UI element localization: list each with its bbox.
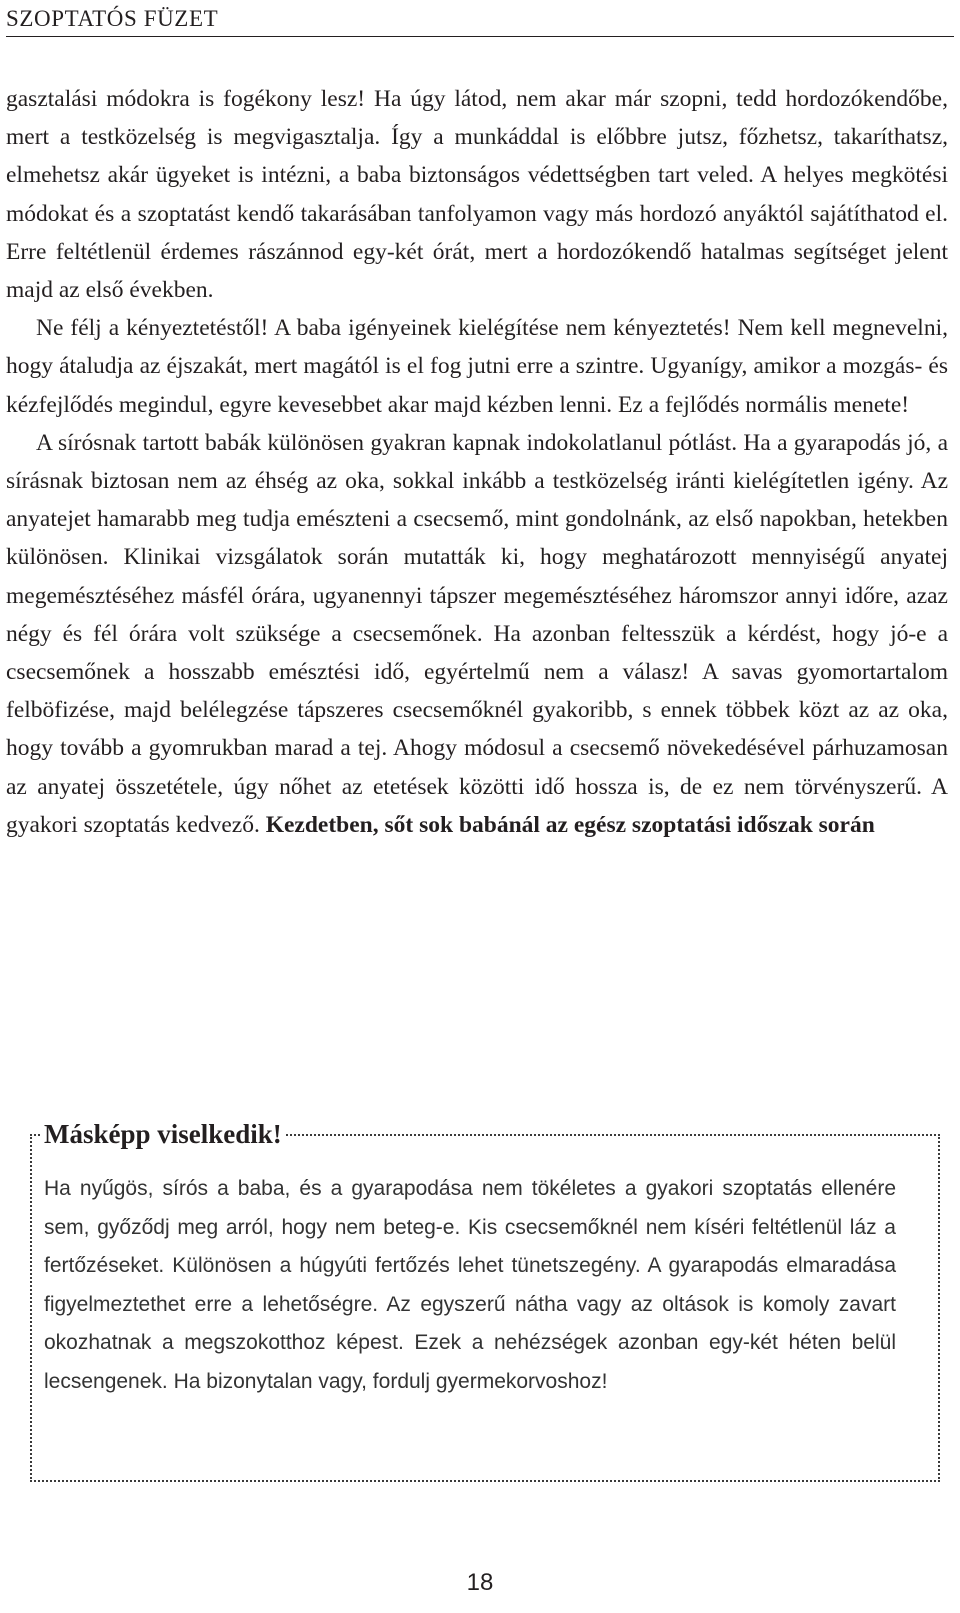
bold-continuation: Kezdetben, sőt sok babánál az egész szoptatási időszak során (265, 811, 875, 838)
paragraph-3-text: A sírósnak tartott babák különösen gyakran kapnak indokolatlanul pótlást. Ha a gyarapodás jó, a sírásnak biztosan nem az éhség az oka, sokkal inkább a testközelség iránti kielégítetlen igény. Az anyatejet hamarabb meg tudja emészteni a csecsemő, mint gondolnánk, az első napokban, hetekben különösen. Klinikai vizsgálatok során mutatták ki, hogy meghatározott mennyiségű anyatej megemésztéséhez másfél órára, ugyanennyi tápszer megemésztéséhez háromszor annyi időre, azaz négy és fél órára volt szüksége a csecsemőnek. Ha azonban feltesszük a kérdést, hogy jó-e a csecsemőnek a hosszabb emésztési idő, egyértelmű nem a válasz! A savas gyomortartalom felböfizése, majd belélegzése tápszeres csecsemőknél gyakoribb, s ennek többek közt az az oka, hogy tovább a gyomrukban marad a tej. Ahogy módosul a csecsemő növekedésével párhuzamosan az anyatej összetétele, úgy nőhet az etetések közötti idő hossza is, de ez nem törvényszerű. A gyakori szoptatás kedvező. (6, 429, 948, 838)
info-box-text: Ha nyűgös, sírós a baba, és a gyarapodása nem tökéletes a gyakori szoptatás ellenére sem, győződj meg arról, hogy nem beteg-e. Kis csecsemőknél nem kíséri feltétlenül láz a fertőzéseket. Különösen a húgyúti fertőzés lehet tünetszegény. A gyarapodás elmaradása figyelmeztethet erre a lehetőségre. Az egyszerű nátha vagy az oltások is komoly zavart okozhatnak a megszokotthoz képest. Ezek a nehézségek azonban egy-két héten belül lecsengenek. Ha bizonytalan vagy, fordulj gyermekorvoshoz! (44, 1177, 896, 1393)
page-number: 18 (466, 1569, 494, 1596)
info-box-title: Másképp viselkedik! (40, 1114, 286, 1154)
paragraph-3 (6, 424, 948, 844)
main-text (6, 80, 948, 844)
running-header (6, 4, 954, 37)
header-title: SZOPTATÓS FÜZET (6, 6, 219, 31)
paragraph-2: Ne félj a kényeztetéstől! A baba igényeinek kielégítése nem kényeztetés! Nem kell megnevelni, hogy átaludja az éjszakát, mert magától is el fog jutni erre a szintre. Ugyanígy, amikor a mozgás- és kézfejlődés megindul, egyre kevesebbet akar majd kézben lenni. Ez a fejlődés normális menete! (6, 315, 948, 418)
paragraph-1: gasztalási módokra is fogékony lesz! Ha úgy látod, nem akar már szopni, tedd hordozókendőbe, mert a testközelség is megvigasztalja. Így a munkáddal is előbbre jutsz, főzhetsz, takaríthatsz, elmehetsz akár ügyeket is intézni, a baba biztonságos védettségben tart veled. A helyes megkötési módokat és a szoptatást kendő takarásában tanfolyamon vagy más hordozó anyáktól sajátíthatod el. Erre feltétlenül érdemes rászánnod egy-két órát, mert a hordozókendő hatalmas segítséget jelent majd az első években. (6, 86, 948, 304)
